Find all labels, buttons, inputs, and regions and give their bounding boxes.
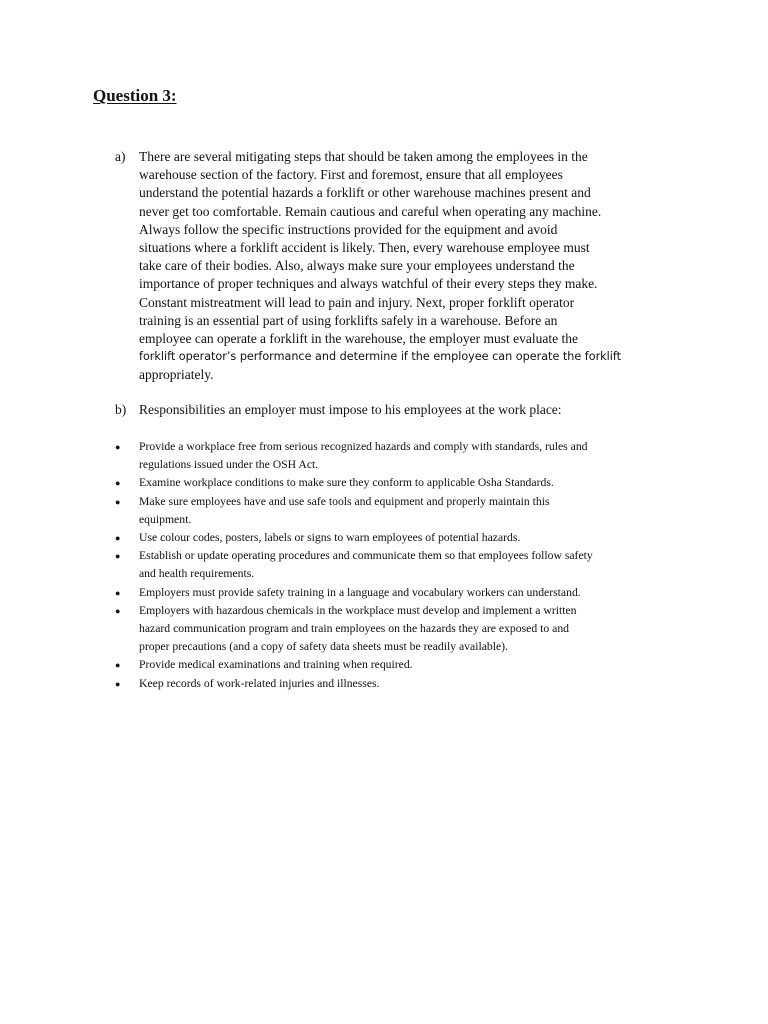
bullet-icon: ● bbox=[115, 660, 121, 671]
bullet-icon: ● bbox=[115, 605, 121, 616]
part-a-marker: a) bbox=[115, 149, 126, 164]
list-item-line: Employers must provide safety training in a language and vocabulary workers can understand. bbox=[139, 585, 581, 599]
part-b-intro: Responsibilities an employer must impose to his employees at the work place: bbox=[139, 402, 562, 417]
list-item bbox=[115, 493, 675, 529]
list-item-line: Make sure employees have and use safe tools and equipment and properly maintain this bbox=[139, 494, 550, 508]
list-item bbox=[115, 474, 675, 492]
list-item-line: Establish or update operating procedures and communicate them so that employees follow safety bbox=[139, 549, 593, 563]
paragraph-line: There are several mitigating steps that should be taken among the employees in the bbox=[139, 149, 588, 164]
list-item bbox=[115, 529, 675, 547]
bullet-icon: ● bbox=[115, 442, 121, 452]
answer-part-b bbox=[115, 401, 675, 419]
bullet-icon: ● bbox=[115, 496, 121, 507]
list-item-line: Examine workplace conditions to make sure they conform to applicable Osha Standards. bbox=[139, 476, 554, 490]
paragraph-line: take care of their bodies. Also, always make sure your employees understand the bbox=[139, 258, 575, 274]
part-b-marker: b) bbox=[115, 402, 127, 417]
list-item-line: Use colour codes, posters, labels or signs to warn employees of potential hazards. bbox=[139, 531, 521, 545]
list-item-line: Employers with hazardous chemicals in the workplace must develop and implement a written bbox=[139, 603, 577, 617]
responsibilities-list bbox=[115, 438, 675, 693]
paragraph-line: Always follow the specific instructions provided for the equipment and avoid bbox=[139, 221, 558, 237]
paragraph-line: Constant mistreatment will lead to pain and injury. Next, proper forklift operator bbox=[139, 294, 575, 310]
answer-part-a bbox=[115, 148, 675, 385]
list-item bbox=[115, 438, 675, 474]
part-a-paragraph bbox=[139, 148, 675, 385]
list-item-line: and health requirements. bbox=[139, 567, 255, 581]
list-item-line: Provide a workplace free from serious recognized hazards and comply with standards, rules and bbox=[139, 440, 588, 453]
bullet-icon: ● bbox=[115, 551, 121, 562]
bullet-icon: ● bbox=[115, 587, 121, 598]
list-item-line: Provide medical examinations and training when required. bbox=[139, 658, 413, 672]
paragraph-line: importance of proper techniques and always watchful of their every steps they make. bbox=[139, 276, 598, 292]
list-item-line: proper precautions (and a copy of safety data sheets must be readily available). bbox=[139, 640, 508, 654]
paragraph-line: understand the potential hazards a forklift or other warehouse machines present and bbox=[139, 185, 591, 201]
list-item-line: regulations issued under the OSH Act. bbox=[139, 458, 319, 472]
paragraph-line: never get too comfortable. Remain cautious and careful when operating any machine. bbox=[139, 203, 602, 219]
list-item bbox=[115, 675, 675, 693]
bullet-icon: ● bbox=[115, 533, 121, 544]
list-item bbox=[115, 656, 675, 674]
list-item-line: equipment. bbox=[139, 512, 192, 526]
bullet-icon: ● bbox=[115, 478, 121, 489]
list-item bbox=[115, 547, 675, 583]
paragraph-line: warehouse section of the factory. First and foremost, ensure that all employees bbox=[139, 167, 563, 183]
paragraph-line: situations where a forklift accident is likely. Then, every warehouse employee must bbox=[139, 240, 590, 256]
paragraph-line: training is an essential part of using forklifts safely in a warehouse. Before an bbox=[139, 312, 558, 328]
list-item-line: hazard communication program and train employees on the hazards they are exposed to and bbox=[139, 622, 570, 636]
list-item bbox=[115, 584, 675, 602]
list-item-line: Keep records of work-related injuries and illnesses. bbox=[139, 676, 380, 690]
paragraph-line: employee can operate a forklift in the warehouse, the employer must evaluate the bbox=[139, 331, 578, 347]
bullet-icon: ● bbox=[115, 678, 121, 689]
question-heading: Question 3: bbox=[93, 86, 177, 105]
paragraph-line: forklift operator’s performance and determine if the employee can operate the forklift bbox=[139, 350, 622, 364]
paragraph-line: appropriately. bbox=[139, 367, 214, 383]
list-item bbox=[115, 602, 675, 657]
